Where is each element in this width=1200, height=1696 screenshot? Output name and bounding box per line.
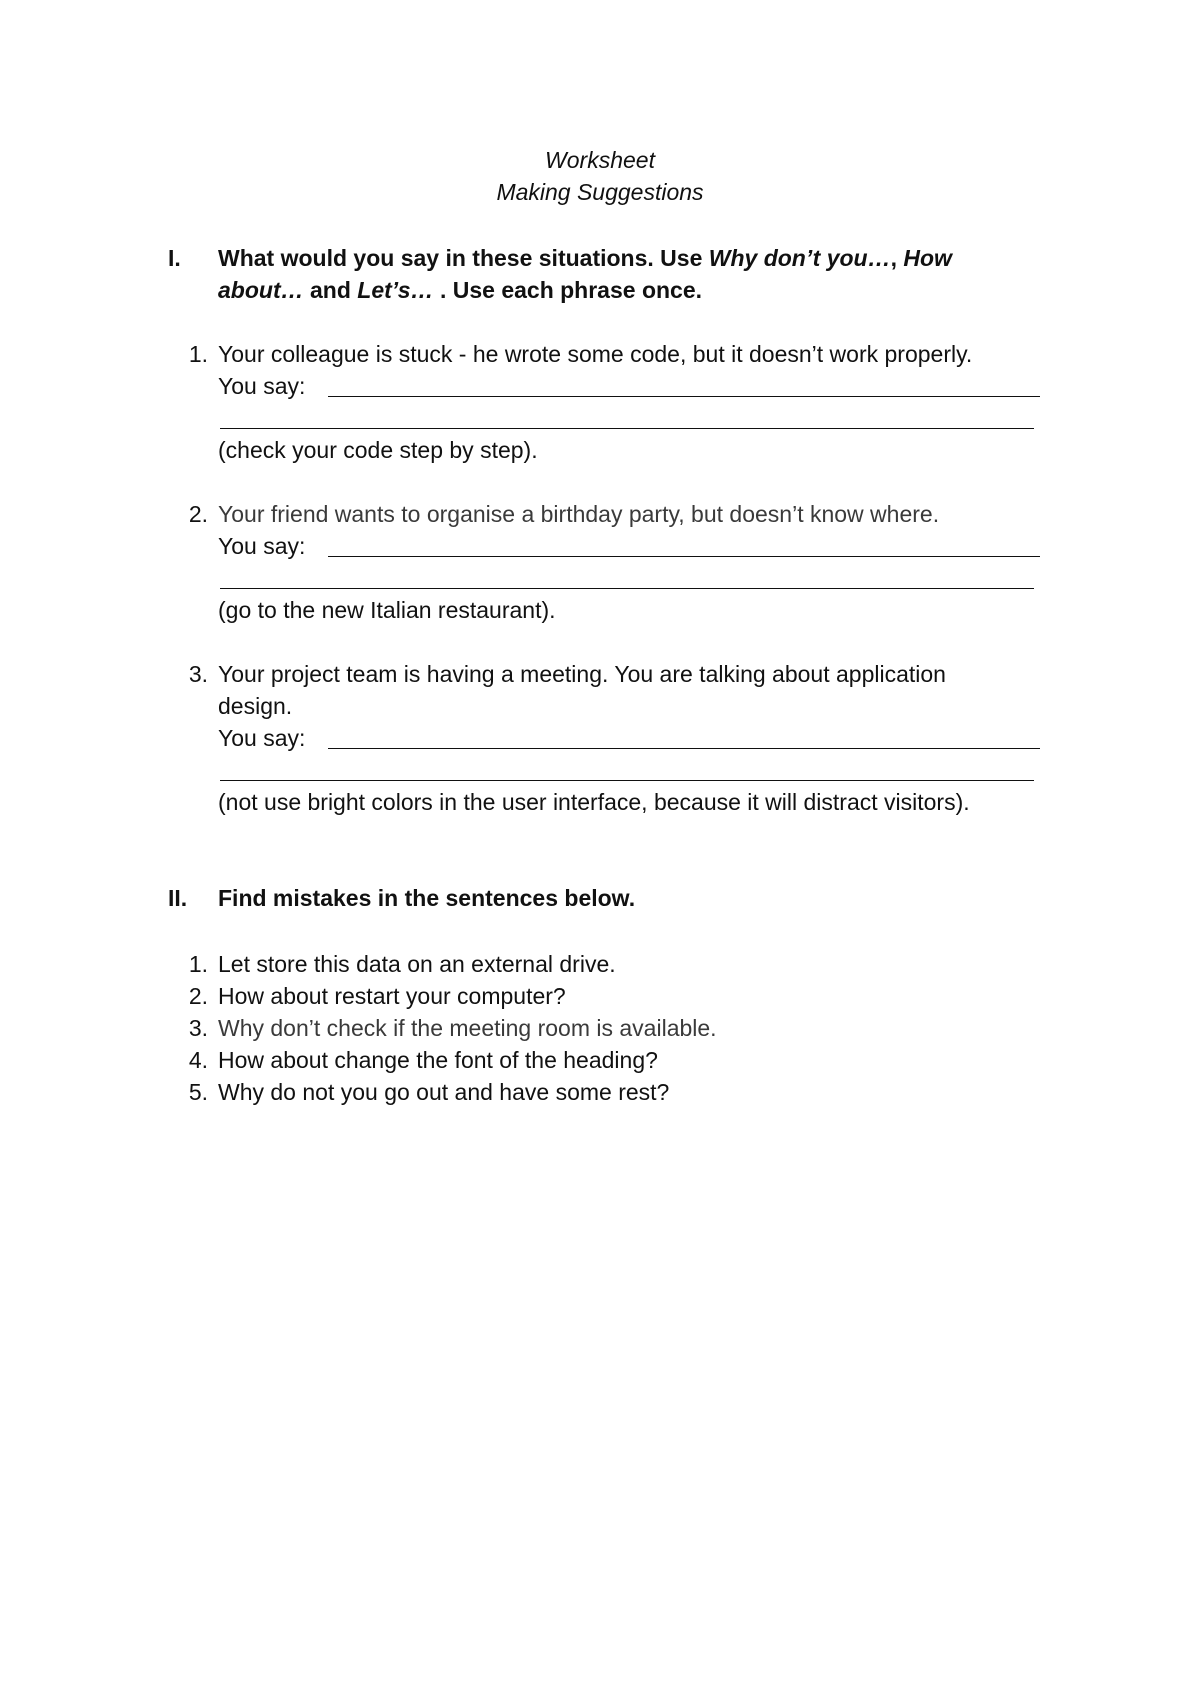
hint-text: (check your code step by step).	[218, 437, 538, 463]
sentence-text: How about change the font of the heading?	[218, 1047, 658, 1073]
answer-line[interactable]	[328, 556, 1040, 557]
sentence-number: 2.	[188, 983, 208, 1009]
phrase-why-dont-you: Why don’t you…	[708, 245, 891, 271]
answer-line[interactable]	[220, 428, 1034, 429]
sentence-text: How about restart your computer?	[218, 983, 566, 1009]
sentence-text: Why don’t check if the meeting room is available.	[218, 1015, 717, 1041]
instruction-text: . Use each phrase once.	[433, 277, 703, 303]
answer-line[interactable]	[328, 396, 1040, 397]
instruction-text: What would you say in these situations. Use	[218, 245, 709, 271]
section-1-instruction	[218, 242, 1038, 306]
you-say-label: You say:	[218, 725, 306, 751]
sentence-number: 4.	[188, 1047, 208, 1073]
answer-line[interactable]	[220, 588, 1034, 589]
worksheet-title: Worksheet	[545, 147, 655, 173]
phrase-how-about: How about…	[218, 245, 952, 303]
phrase-lets: Let’s…	[357, 277, 434, 303]
section-2-number: II.	[168, 885, 188, 911]
hint-text: (not use bright colors in the user interface, because it will distract visitors).	[218, 789, 970, 815]
sentence-number: 5.	[188, 1079, 208, 1105]
situation-text: Your project team is having a meeting. You are talking about application	[218, 661, 946, 687]
you-say-label: You say:	[218, 533, 306, 559]
sentence-text: Let store this data on an external drive.	[218, 951, 616, 977]
situation-number: 3.	[188, 661, 208, 687]
situation-number: 1.	[188, 341, 208, 367]
situation-text: design.	[218, 693, 293, 719]
instruction-separator: ,	[890, 245, 904, 271]
instruction-text: and	[303, 277, 358, 303]
worksheet-subtitle: Making Suggestions	[496, 179, 704, 205]
hint-text: (go to the new Italian restaurant).	[218, 597, 556, 623]
answer-line[interactable]	[220, 780, 1034, 781]
section-1-number: I.	[168, 245, 181, 271]
section-2-instruction: Find mistakes in the sentences below.	[218, 885, 636, 911]
situation-number: 2.	[188, 501, 208, 527]
situation-text: Your colleague is stuck - he wrote some code, but it doesn’t work properly.	[218, 341, 973, 367]
sentence-number: 3.	[188, 1015, 208, 1041]
answer-line[interactable]	[328, 748, 1040, 749]
sentence-text: Why do not you go out and have some rest?	[218, 1079, 670, 1105]
situation-text: Your friend wants to organise a birthday party, but doesn’t know where.	[218, 501, 940, 527]
sentence-number: 1.	[188, 951, 208, 977]
you-say-label: You say:	[218, 373, 306, 399]
